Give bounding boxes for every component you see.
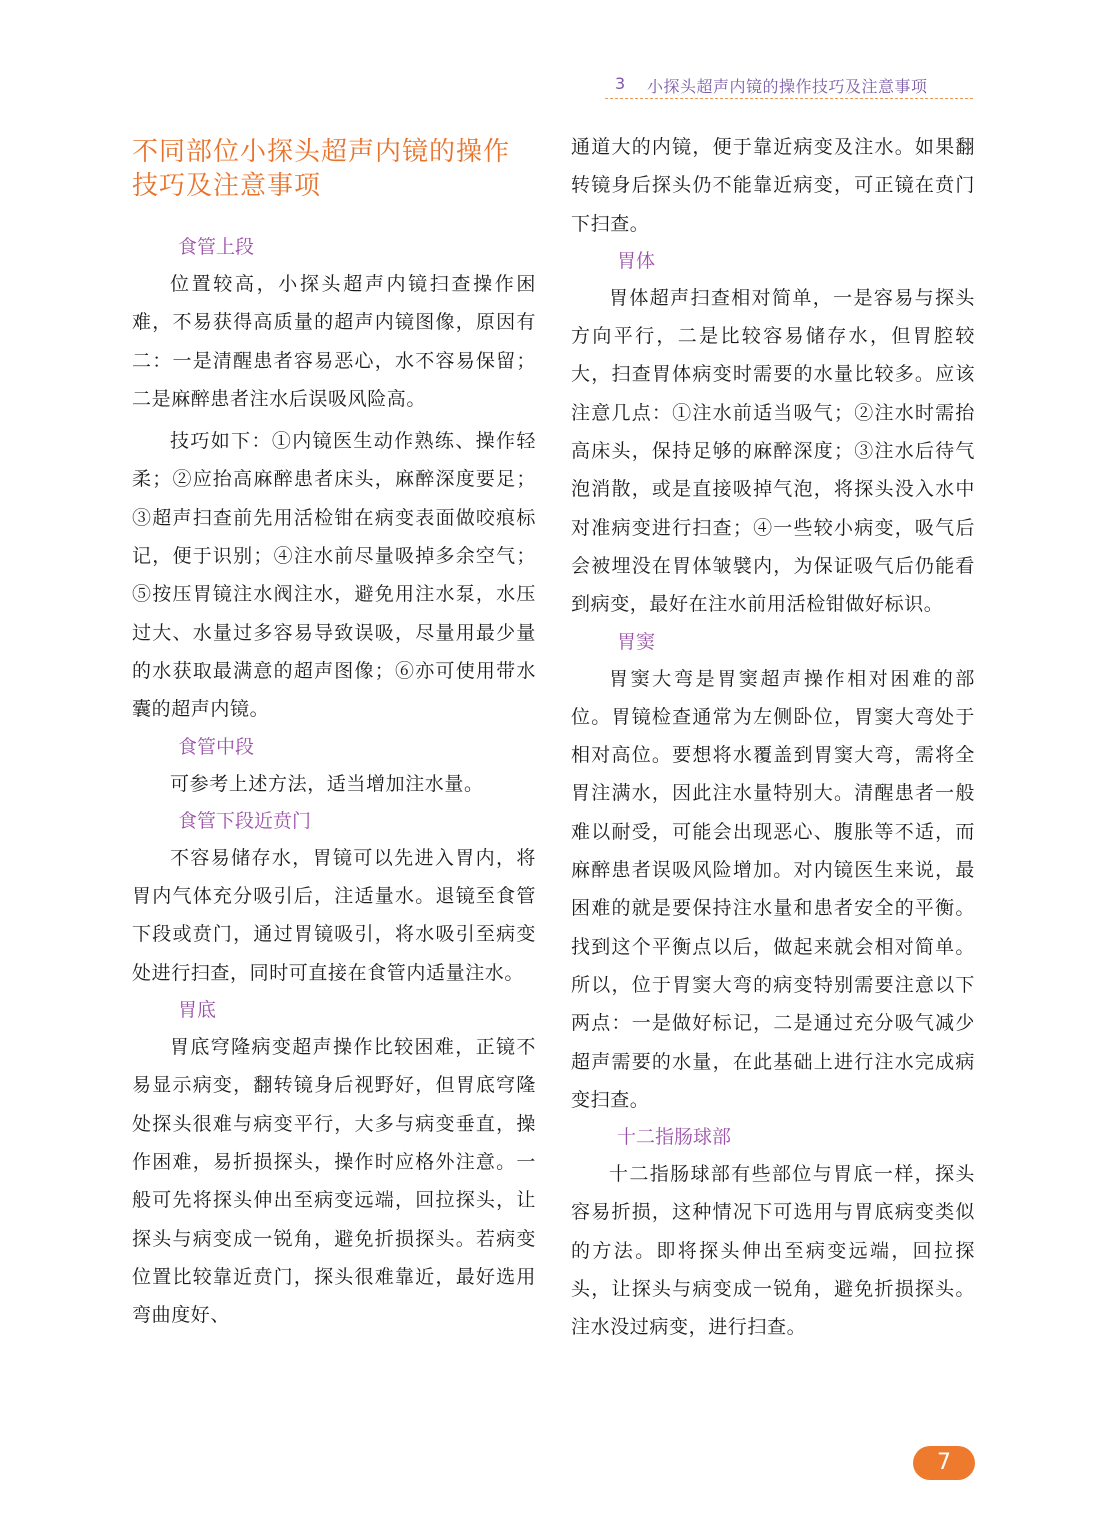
running-header: [605, 74, 973, 99]
paragraph: 胃窦大弯是胃窦超声操作相对困难的部位。胃镜检查通常为左侧卧位，胃窦大弯处于相对高位。要想将水覆盖到胃窦大弯，需将全胃注满水，因此注水量特别大。清醒患者一般难以耐受，可能会出现恶心、腹胀等不适，而麻醉患者误吸风险增加。对内镜医生来说，最困难的就是要保持注水量和患者安全的平衡。找到这个平衡点以后，做起来就会相对简单。所以，位于胃窦大弯的病变特别需要注意以下两点：一是做好标记，二是通过充分吸气减少超声需要的水量，在此基础上进行注水完成病变扫查。: [571, 667, 975, 1111]
section-title-fundus: 胃底: [178, 999, 217, 1022]
section-title-upper-esophagus: 食管上段: [178, 236, 255, 258]
section-title-mid-esophagus: 食管中段: [178, 735, 255, 758]
section-title-antrum: 胃窦: [617, 630, 656, 653]
paragraph: 十二指肠球部有些部位与胃底一样，探头容易折损，这种情况下可选用与胃底病变类似的方法。即将探头伸出至病变远端，回拉探头，让探头与病变成一锐角，避免折损探头。注水没过病变，进行扫查。: [571, 1163, 975, 1339]
paragraph: 胃体超声扫查相对简单，一是容易与探头方向平行，二是比较容易储存水，但胃腔较大，扫查胃体病变时需要的水量比较多。应该注意几点：①注水前适当吸气；②注水时需抬高床头，保持足够的麻醉深度；③注水后待气泡消散，或是直接吸掉气泡，将探头没入水中对准病变进行扫查；④一些较小病变，吸气后会被埋没在胃体皱襞内，为保证吸气后仍能看到病变，最好在注水前用活检钳做好标识。: [571, 286, 975, 616]
section-title-body: 胃体: [617, 249, 656, 272]
paragraph: 位置较高，小探头超声内镜扫查操作困难，不易获得高质量的超声内镜图像，原因有二：一是清醒患者容易恶心，水不容易保留；二是麻醉患者注水后误吸风险高。: [132, 273, 536, 410]
paragraph: 不容易储存水，胃镜可以先进入胃内，将胃内气体充分吸引后，注适量水。退镜至食管下段或贲门，通过胃镜吸引，将水吸引至病变处进行扫查，同时可直接在食管内适量注水。: [132, 846, 536, 984]
chapter-title: 小探头超声内镜的操作技巧及注意事项: [647, 77, 928, 96]
paragraph: 胃底穹隆病变超声操作比较困难，正镜不易显示病变，翻转镜身后视野好，但胃底穹隆处探头很难与病变平行，大多与病变垂直，操作困难，易折损探头，操作时应格外注意。一般可先将探头伸出至病变远端，回拉探头，让探头与病变成一锐角，避免折损探头。若病变位置比较靠近贲门，探头很难靠近，最好选用弯曲度好、: [132, 1036, 536, 1327]
paragraph: 可参考上述方法，适当增加注水量。: [170, 772, 484, 795]
paragraph-continued: 通道大的内镜，便于靠近病变及注水。如果翻转镜身后探头仍不能靠近病变，可正镜在贲门下扫查。: [571, 136, 975, 235]
page-title: 不同部位小探头超声内镜的操作技巧及注意事项: [132, 137, 511, 201]
left-column: [132, 128, 536, 1334]
section-title-duodenal-bulb: 十二指肠球部: [617, 1126, 732, 1149]
section-title-lower-esophagus: 食管下段近贲门: [178, 809, 312, 832]
paragraph: 技巧如下：①内镜医生动作熟练、操作轻柔；②应抬高麻醉患者床头，麻醉深度要足；③超声扫查前先用活检钳在病变表面做咬痕标记，便于识别；④注水前尽量吸掉多余空气；⑤按压胃镜注水阀注水，避免用注水泵，水压过大、水量过多容易导致误吸，尽量用最少量的水获取最满意的超声图像；⑥亦可使用带水囊的超声内镜。: [132, 430, 536, 721]
right-column: [571, 128, 975, 1347]
page-number: 7: [913, 1446, 975, 1480]
chapter-number: 3: [615, 74, 626, 93]
